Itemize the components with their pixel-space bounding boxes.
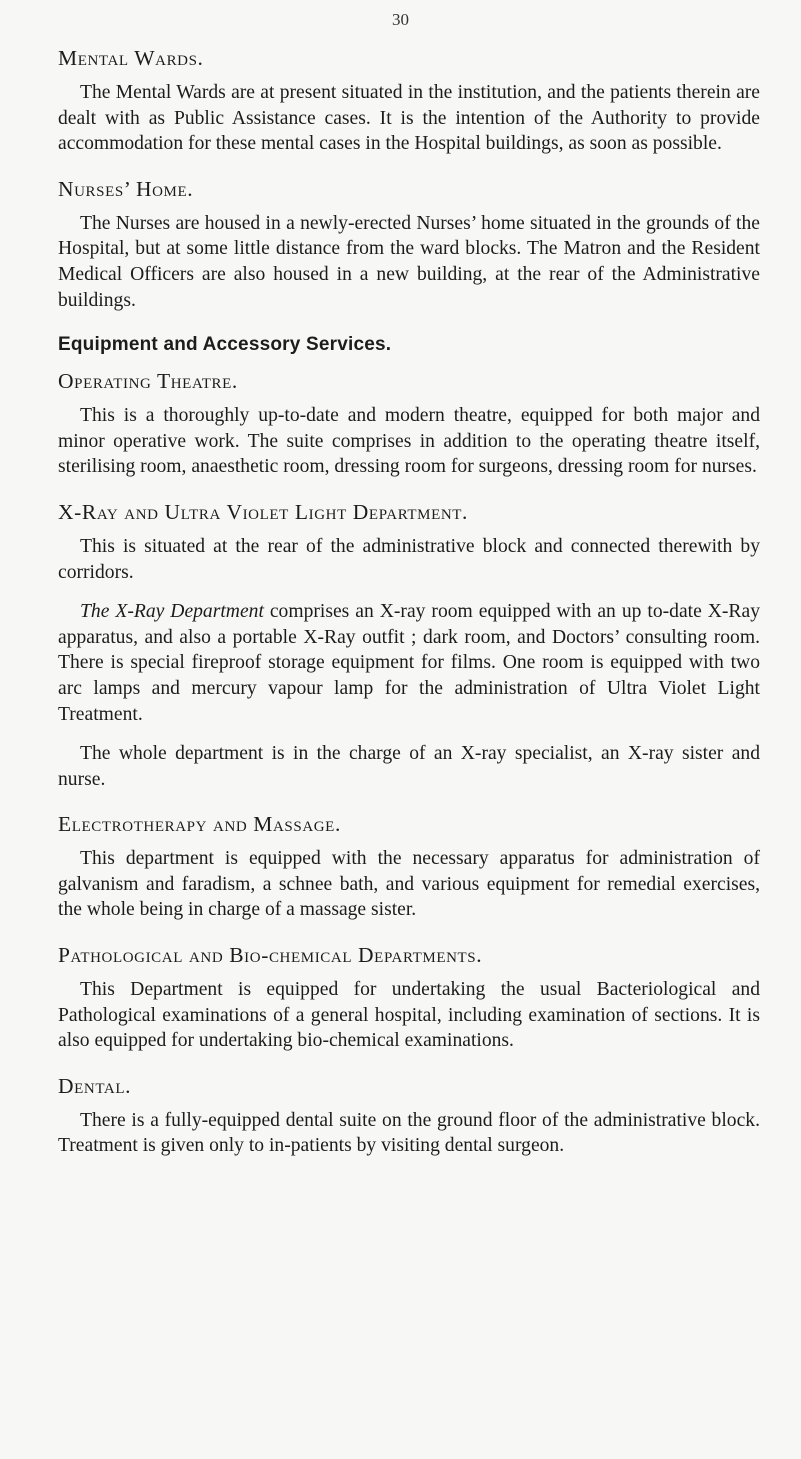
page-content bbox=[58, 44, 760, 1159]
paragraph-xray-staff: The whole department is in the charge of an X-ray specialist, an X-ray sister and nurse. bbox=[58, 743, 760, 790]
paragraph-xray-department bbox=[58, 599, 760, 727]
paragraph-electrotherapy: This department is equipped with the necessary apparatus for administration of galvanism and faradism, a schnee bath, and various equipment for remedial exercises, the whole being in charge of a massage sister. bbox=[58, 848, 760, 921]
paragraph-xray-location: This is situated at the rear of the administrative block and connected therewith by corridors. bbox=[58, 535, 760, 583]
paragraph-operating-theatre: This is a thoroughly up-to-date and modern theatre, equipped for both major and minor operative work. The suite comprises in addition to the operating theatre itself, sterilising room, anaesthetic room, dressing room for surgeons, dressing room for nurses. bbox=[58, 405, 760, 478]
paragraph-mental-wards: The Mental Wards are at present situated in the institution, and the patients therein are dealt with as Public Assistance cases. It is the intention of the Authority to provide accommodation for these mental cases in the Hospital buildings, as soon as possible. bbox=[58, 82, 760, 155]
section-mental-wards bbox=[58, 44, 760, 157]
paragraph-nurses-home: The Nurses are housed in a newly-erected Nurses’ home situated in the grounds of the Hospital, but at some little distance from the ward blocks. The Matron and the Resident Medical Officers are also housed in a new building, at the rear of the Administrative buildings. bbox=[58, 212, 760, 311]
heading-equipment: Equipment and Accessory Services. bbox=[58, 334, 392, 356]
heading-pathological: Pathological and Bio-chemical Departments. bbox=[58, 943, 483, 968]
xray-department-emphasis: The X-Ray Department bbox=[80, 601, 264, 623]
section-operating-theatre bbox=[58, 367, 760, 480]
section-nurses-home bbox=[58, 175, 760, 313]
heading-xray: X-Ray and Ultra Violet Light Department. bbox=[58, 499, 469, 524]
page-number: 30 bbox=[392, 10, 409, 29]
section-equipment bbox=[58, 331, 760, 359]
paragraph-dental: There is a fully-equipped dental suite on the ground floor of the administrative block. Treatment is given only to in-patients by visiting dental surgeon. bbox=[58, 1109, 760, 1157]
section-xray bbox=[58, 498, 760, 792]
heading-electrotherapy: Electrotherapy and Massage. bbox=[58, 812, 341, 837]
heading-mental-wards: Mental Wards. bbox=[58, 46, 204, 70]
paragraph-pathological: This Department is equipped for undertaking the usual Bacteriological and Pathological examinations of a general hospital, including examination of sections. It is also equipped for undertaking bio-chemical examinations. bbox=[58, 979, 760, 1052]
heading-dental: Dental. bbox=[58, 1073, 132, 1098]
section-dental bbox=[58, 1072, 760, 1159]
heading-nurses-home: Nurses’ Home. bbox=[58, 176, 194, 201]
heading-operating-theatre: Operating Theatre. bbox=[58, 369, 238, 394]
section-pathological bbox=[58, 941, 760, 1054]
xray-department-text: comprises an X-ray room equipped with an up to-date X-Ray apparatus, and also a portable X-Ray outfit ; dark room, and Doctors’ consulting room. There is special fireproof storage equipment for films. One room is equipped with two arc lamps and mercury vapour lamp for the administration of Ultra Violet Light Treatment. bbox=[58, 601, 760, 725]
section-electrotherapy bbox=[58, 810, 760, 923]
